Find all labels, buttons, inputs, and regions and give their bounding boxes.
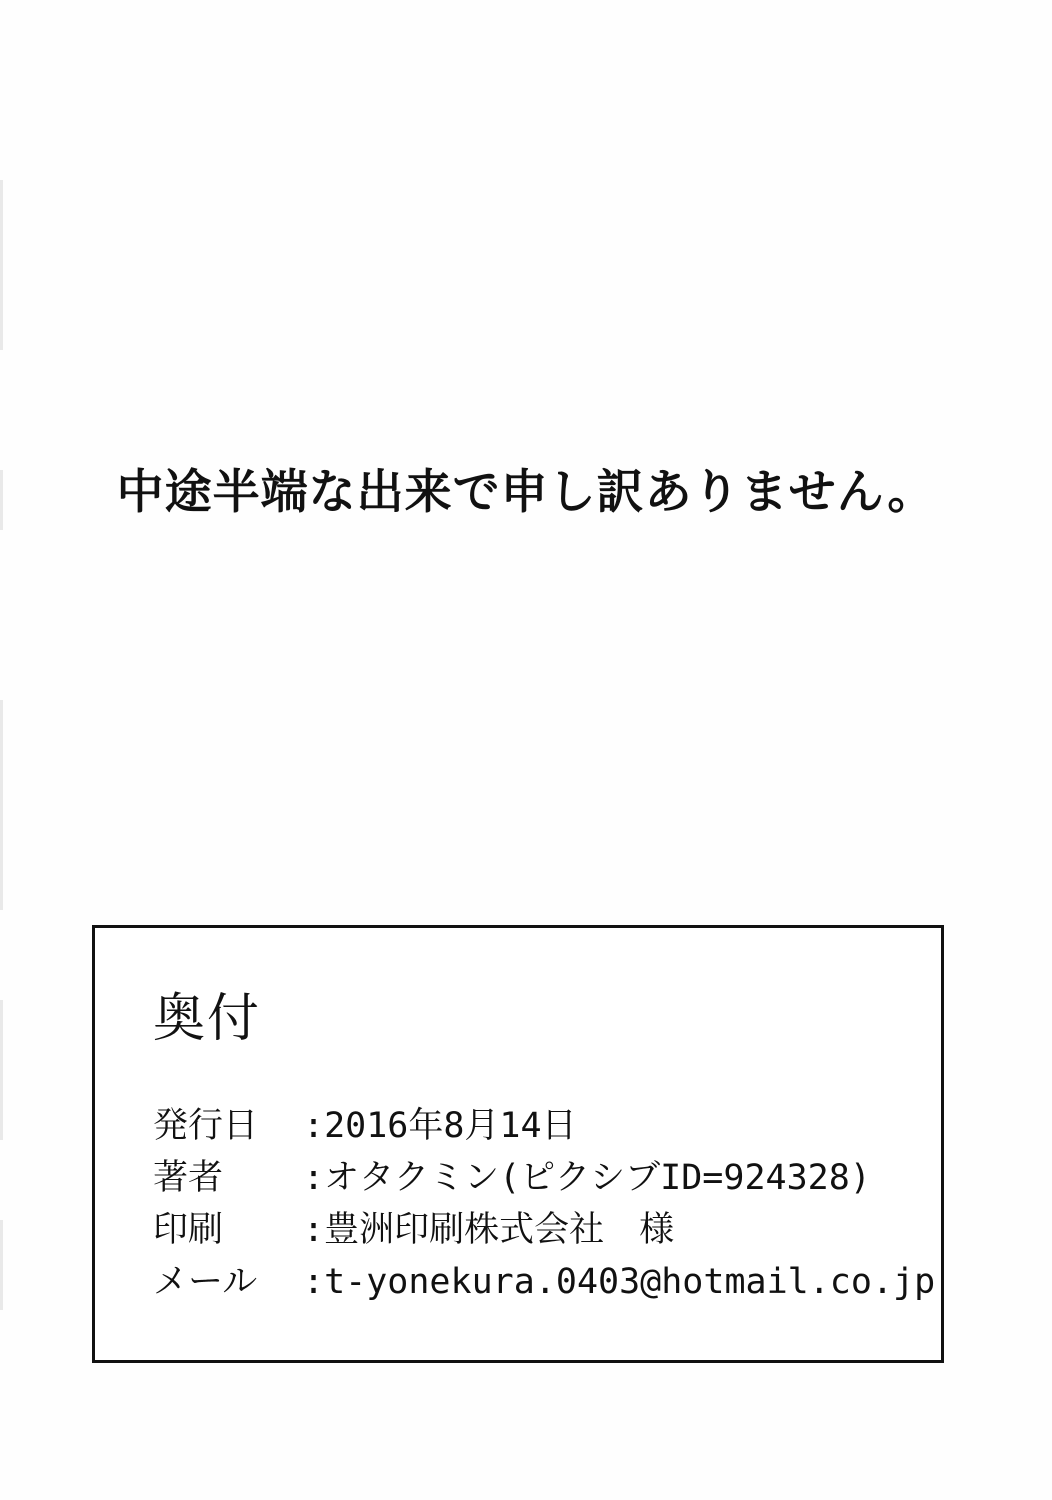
scan-artifact	[0, 180, 3, 350]
apology-text: 中途半端な出来で申し訳ありません。	[116, 465, 936, 520]
colophon-row-value: オタクミン(ピクシブID=924328)	[324, 1158, 871, 1198]
colophon-row-separator: :	[303, 1158, 325, 1198]
colophon-row-label: 著者	[153, 1158, 224, 1198]
colophon-row	[153, 1256, 935, 1308]
colophon-row-label: メール	[153, 1262, 258, 1302]
colophon-row-separator: :	[303, 1106, 325, 1146]
colophon-row-value: t-yonekura.0403@hotmail.co.jp	[324, 1262, 936, 1302]
colophon-row-separator: :	[303, 1262, 325, 1302]
colophon-rows	[153, 1100, 935, 1308]
colophon-box	[92, 925, 944, 1363]
colophon-row-label: 発行日	[153, 1106, 259, 1146]
scan-artifact	[0, 1000, 3, 1140]
scan-artifact	[0, 700, 3, 910]
colophon-row-separator: :	[303, 1210, 325, 1250]
colophon-row-label: 印刷	[153, 1210, 224, 1250]
scan-artifact	[0, 1220, 3, 1310]
colophon-row	[153, 1152, 935, 1204]
colophon-row	[153, 1204, 935, 1256]
colophon-row	[153, 1100, 935, 1152]
colophon-row-value: 豊洲印刷株式会社 様	[324, 1210, 675, 1250]
colophon-row-value: 2016年8月14日	[324, 1106, 577, 1146]
colophon-title: 奥付	[153, 989, 262, 1049]
